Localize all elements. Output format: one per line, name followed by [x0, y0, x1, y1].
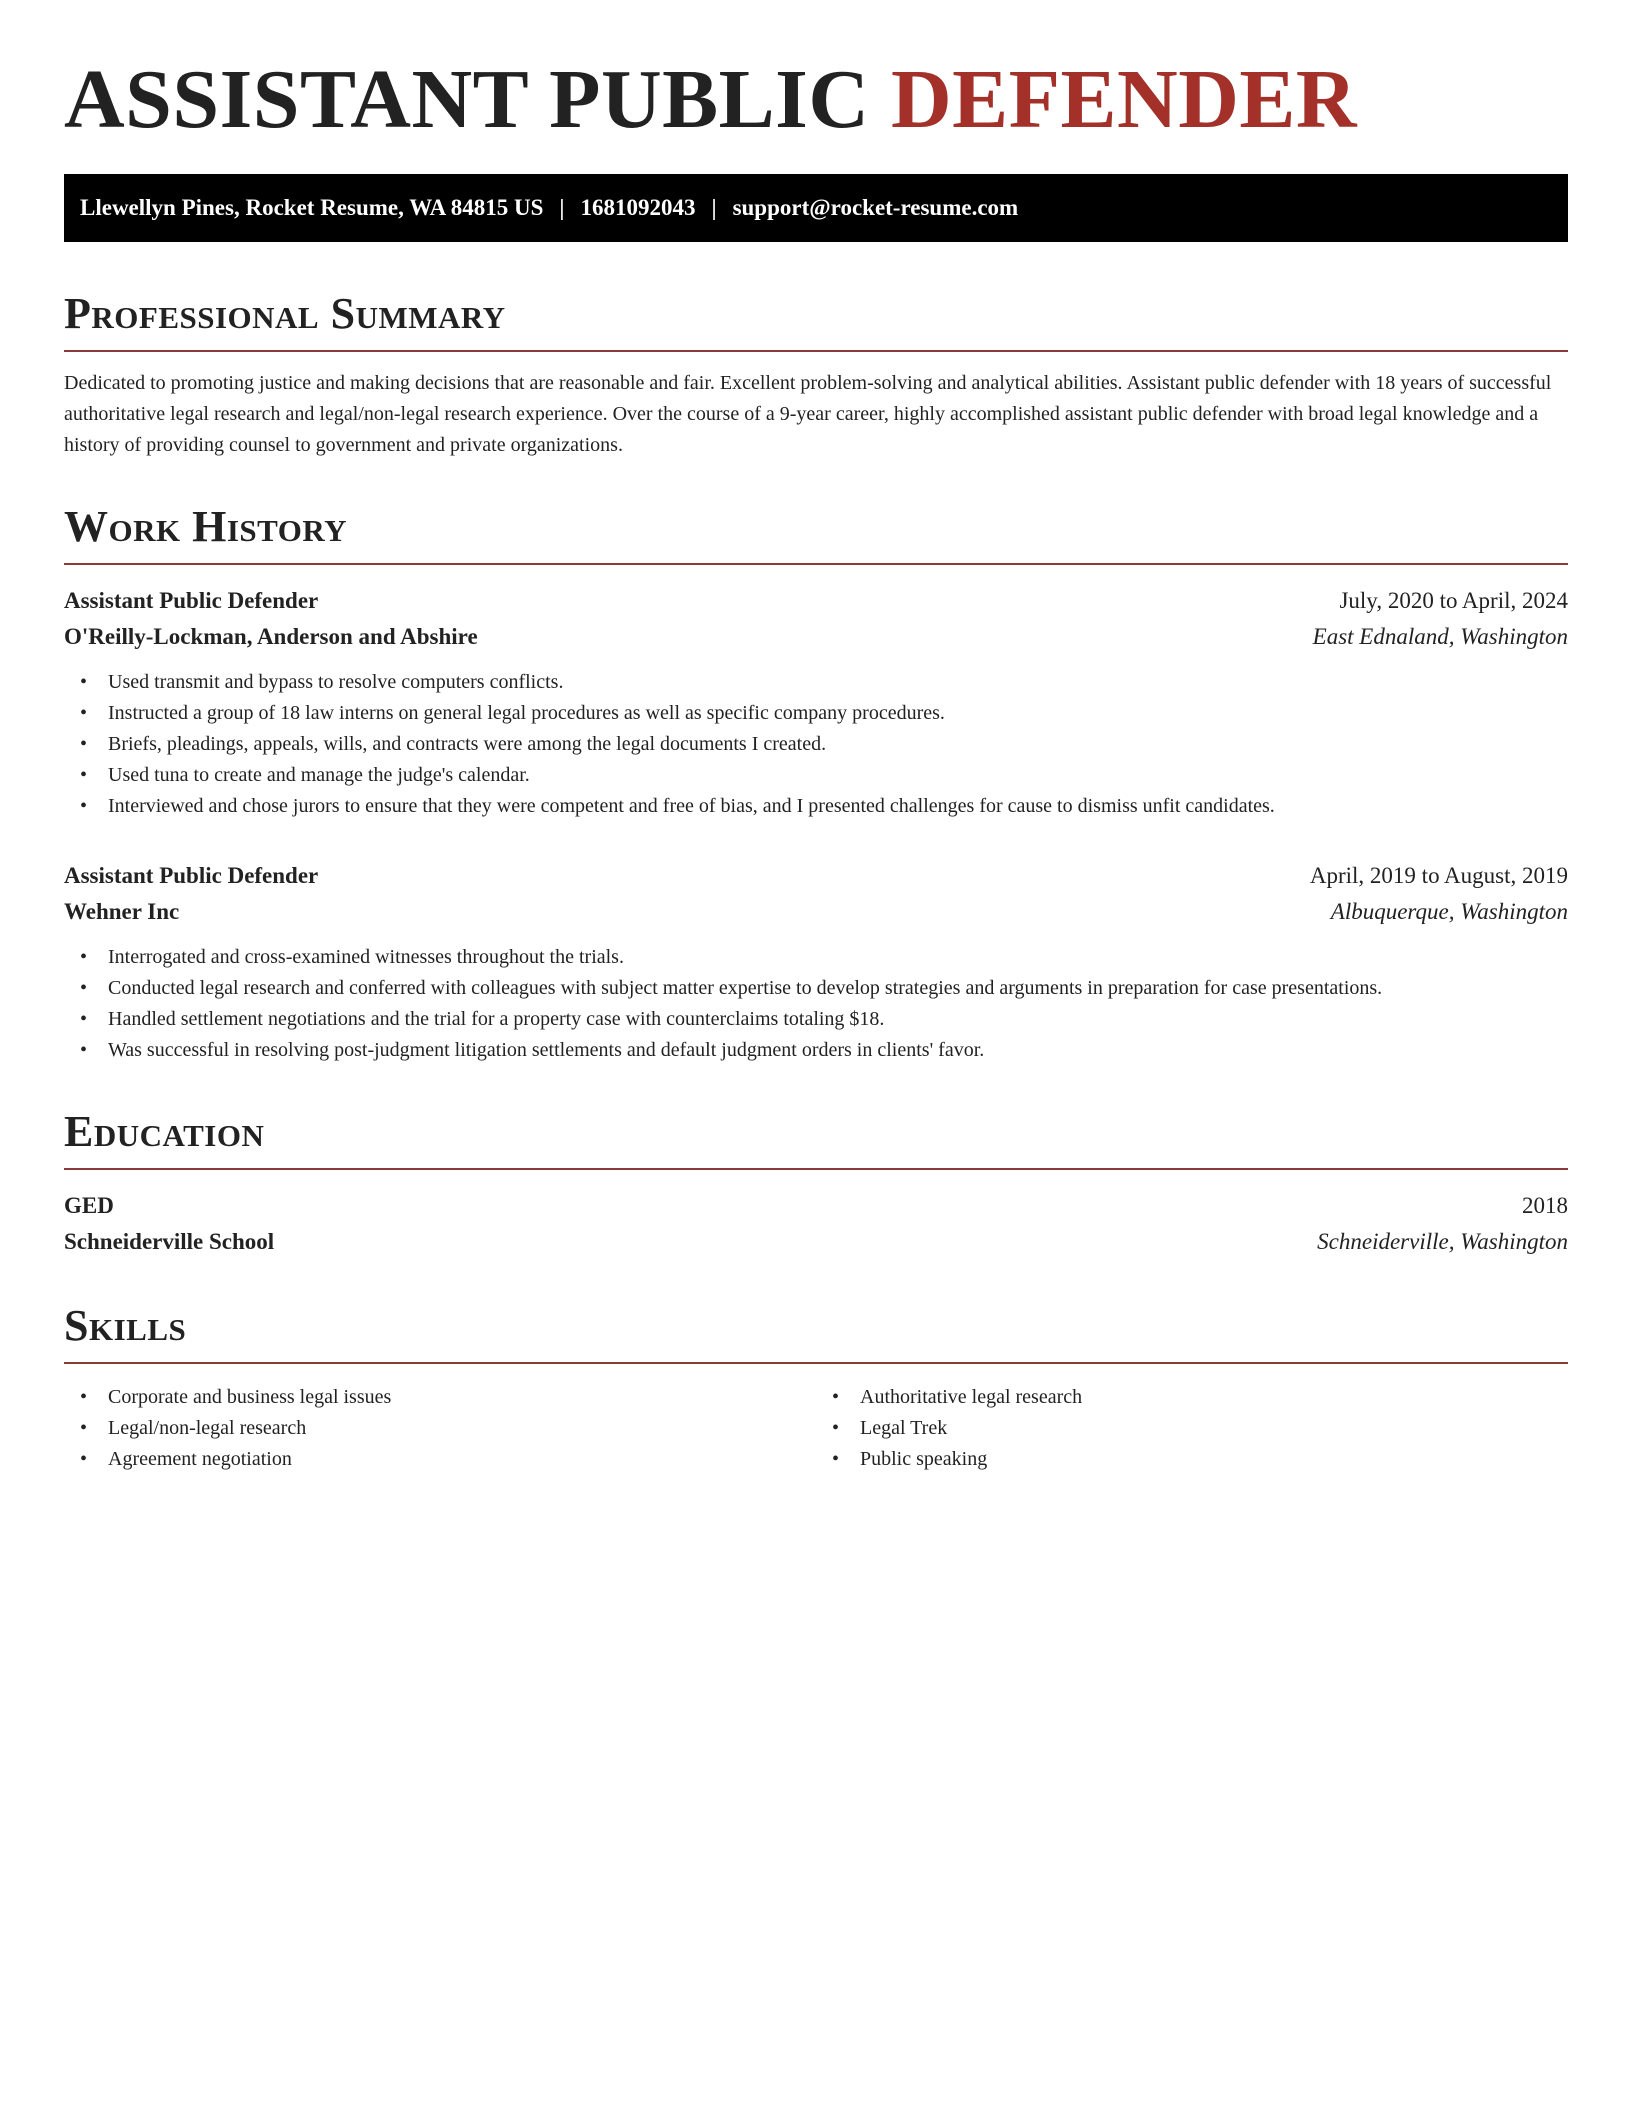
skill-item: • Public speaking	[832, 1448, 988, 1470]
summary-text: Dedicated to promoting justice and making decisions that are reasonable and fair. Excellent problem-solving and analytical abilities. Assistant public defender with 18 years of successful authoritative legal research and legal/non-legal research experience. Over the course of a 9-year career, highly accomplished assistant public defender with broad legal knowledge and a history of providing counsel to government and private organizations.	[64, 372, 1552, 456]
work-history-section	[64, 502, 1568, 1066]
contact-address: Llewellyn Pines, Rocket Resume, WA 84815 US	[80, 195, 544, 220]
job-bullets	[64, 942, 1568, 1066]
job-employer-row	[64, 894, 1568, 930]
contact-phone: 1681092043	[580, 195, 696, 220]
job-entry	[64, 583, 1568, 822]
education-degree-row	[64, 1188, 1568, 1224]
job-dates: July, 2020 to April, 2024	[1339, 588, 1568, 613]
summary-heading: Professional Summary	[64, 292, 1568, 352]
education-school-row	[64, 1224, 1568, 1260]
contact-email[interactable]: support@rocket-resume.com	[732, 195, 1019, 220]
list-item: • Used transmit and bypass to resolve computers conflicts.	[80, 671, 564, 693]
job-location: Albuquerque, Washington	[1330, 899, 1568, 924]
job-employer: Wehner Inc	[64, 899, 180, 924]
job-entry	[64, 858, 1568, 1066]
list-item: • Used tuna to create and manage the judge's calendar.	[80, 764, 530, 786]
list-item: • Handled settlement negotiations and the trial for a property case with counterclaims totaling $18.	[80, 1008, 885, 1030]
education-year: 2018	[1522, 1193, 1568, 1218]
skills-columns	[64, 1382, 1568, 1475]
job-title: Assistant Public Defender	[64, 863, 319, 888]
skills-right-column	[816, 1382, 1568, 1475]
education-school: Schneiderville School	[64, 1229, 275, 1254]
job-dates: April, 2019 to August, 2019	[1309, 863, 1568, 888]
job-bullets	[64, 667, 1568, 822]
job-employer-row	[64, 619, 1568, 655]
contact-separator: |	[559, 195, 565, 220]
job-location: East Ednaland, Washington	[1312, 624, 1568, 649]
list-item: • Conducted legal research and conferred with colleagues with subject matter expertise to develop strategies and arguments in preparation for case presentations.	[80, 977, 1383, 999]
education-degree: GED	[64, 1193, 114, 1218]
list-item: • Was successful in resolving post-judgment litigation settlements and default judgment orders in clients' favor.	[80, 1039, 985, 1061]
skill-item: • Corporate and business legal issues	[80, 1386, 392, 1408]
list-item: • Interviewed and chose jurors to ensure that they were competent and free of bias, and I presented challenges for cause to dismiss unfit candidates.	[80, 795, 1275, 817]
education-location: Schneiderville, Washington	[1317, 1229, 1568, 1254]
page-title	[64, 53, 1568, 150]
education-entry	[64, 1188, 1568, 1260]
education-section	[64, 1107, 1568, 1260]
skills-left-column	[64, 1382, 816, 1475]
skill-item: • Legal/non-legal research	[80, 1417, 307, 1439]
job-title: Assistant Public Defender	[64, 588, 319, 613]
job-title-row	[64, 858, 1568, 894]
education-heading: Education	[64, 1110, 1568, 1170]
list-item: • Instructed a group of 18 law interns on general legal procedures as well as specific company procedures.	[80, 702, 945, 724]
summary-section	[64, 289, 1568, 461]
list-item: • Interrogated and cross-examined witnesses throughout the trials.	[80, 946, 624, 968]
skills-heading: Skills	[64, 1304, 1568, 1364]
title-accent: DEFENDER	[891, 53, 1358, 146]
skill-item: • Authoritative legal research	[832, 1386, 1083, 1408]
contact-separator: |	[711, 195, 717, 220]
list-item: • Briefs, pleadings, appeals, wills, and contracts were among the legal documents I created.	[80, 733, 827, 755]
skill-item: • Legal Trek	[832, 1417, 948, 1439]
job-title-row	[64, 583, 1568, 619]
contact-bar	[64, 174, 1568, 242]
work-history-heading: Work History	[64, 505, 1568, 565]
skills-section	[64, 1301, 1568, 1475]
title-main: ASSISTANT PUBLIC	[64, 53, 892, 146]
skill-item: • Agreement negotiation	[80, 1448, 292, 1470]
job-employer: O'Reilly-Lockman, Anderson and Abshire	[64, 624, 478, 649]
